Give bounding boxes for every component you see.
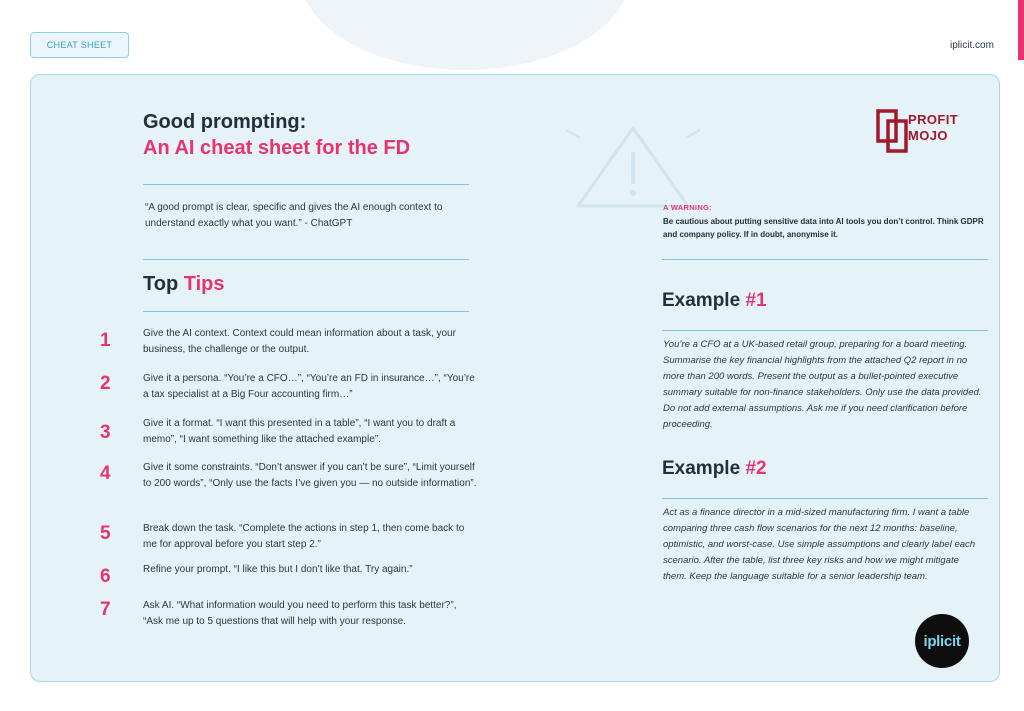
logo-line-2: MOJO bbox=[908, 128, 948, 143]
tip-text: Give the AI context. Context could mean information about a task, your business, the challenge or the output. bbox=[143, 328, 456, 355]
tip-text: Give it a format. “I want this presented in a table”, “I want you to draft a memo”, “I want something like the attached example”. bbox=[143, 418, 456, 445]
iplicit-logo bbox=[915, 614, 969, 668]
top-tips-heading: Top Tips bbox=[143, 273, 225, 295]
example-2-heading: Example #2 bbox=[662, 458, 767, 479]
tip-number: 2 bbox=[100, 373, 111, 394]
decorative-circle bbox=[300, 0, 630, 70]
example-2-text: Act as a finance director in a mid-sized manufacturing firm. I want a table comparing three cash flow scenarios for the next 12 months: baseline, optimistic, and worst-case. Use simple assumptions and clearly label each scenario. After the table, list three key risks and how we might mitigate them. Keep the language suitable for a senior leadership team. bbox=[663, 507, 976, 582]
divider bbox=[662, 330, 988, 331]
warning-text: Be cautious about putting sensitive data into AI tools you don’t control. Think GDPR and company policy. If in doubt, anonymise it. bbox=[663, 217, 984, 239]
tip-number: 5 bbox=[100, 523, 111, 544]
profit-mojo-logo bbox=[876, 109, 986, 157]
example-1-text: You’re a CFO at a UK-based retail group, preparing for a board meeting. Summarise the key financial highlights from the attached Q2 report in no more than 200 words. Present the output as a bullet-pointed executive summary suitable for non-finance stakeholders. Only use the data provided. Do not add external assumptions. Ask me if you need clarification before proceeding. bbox=[663, 339, 982, 430]
example-1-heading: Example #1 bbox=[662, 290, 767, 311]
tip-text: Ask AI. “What information would you need to perform this task better?”, “Ask me up to 5 questions that will help with your response. bbox=[143, 600, 457, 627]
page-subtitle: An AI cheat sheet for the FD bbox=[143, 137, 411, 159]
divider bbox=[143, 311, 469, 312]
page-title: Good prompting: bbox=[143, 111, 307, 133]
site-url[interactable]: iplicit.com bbox=[950, 40, 994, 51]
chatgpt-quote: “A good prompt is clear, specific and gives the AI enough context to understand exactly what you want.” - ChatGPT bbox=[145, 202, 443, 229]
tip-text: Give it some constraints. “Don’t answer if you can’t be sure”, “Limit yourself to 200 words”, “Only use the facts I’ve given you — no outside information”. bbox=[143, 462, 477, 489]
divider bbox=[662, 259, 988, 260]
tip-text: Give it a persona. “You’re a CFO…”, “You’re an FD in insurance…”, “You’re a tax specialist at a Big Four accounting firm…” bbox=[143, 373, 475, 400]
cheat-sheet-badge: CHEAT SHEET bbox=[30, 32, 129, 58]
tip-number: 6 bbox=[100, 566, 111, 587]
logo-line-1: PROFIT bbox=[908, 112, 959, 127]
tip-text: Refine your prompt. “I like this but I don’t like that. Try again.” bbox=[143, 564, 413, 575]
divider bbox=[143, 184, 469, 185]
warning-triangle-icon bbox=[558, 116, 708, 216]
tip-number: 1 bbox=[100, 330, 111, 351]
tip-text: Break down the task. “Complete the actions in step 1, then come back to me for approval before you start step 2.” bbox=[143, 523, 465, 550]
warning-label: A WARNING: bbox=[663, 203, 712, 212]
tip-number: 3 bbox=[100, 422, 111, 443]
tip-number: 7 bbox=[100, 599, 111, 620]
divider bbox=[143, 259, 469, 260]
edge-accent-bar bbox=[1018, 0, 1024, 60]
divider bbox=[662, 498, 988, 499]
iplicit-wordmark: iplicit bbox=[923, 632, 961, 650]
logo-wordmark bbox=[908, 112, 958, 144]
profit-mojo-logo-mark bbox=[876, 109, 908, 155]
tip-number: 4 bbox=[100, 463, 111, 484]
